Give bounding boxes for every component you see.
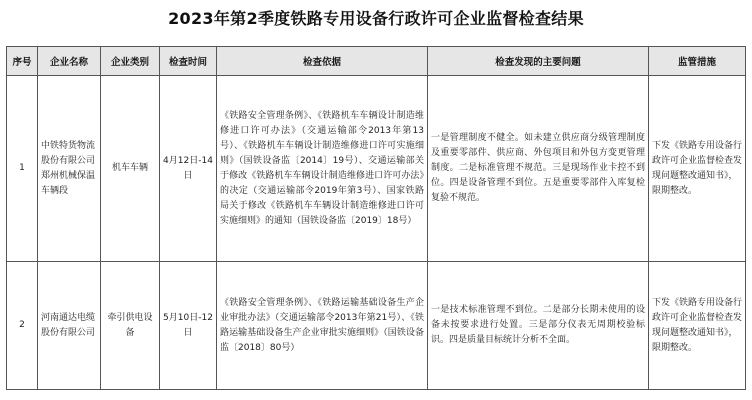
- cell-index: 1: [7, 76, 38, 262]
- header-index: 序号: [7, 47, 38, 76]
- cell-measures: 下发《铁路专用设备行政许可企业监督检查发现问题整改通知书》，限期整改。: [649, 76, 746, 262]
- table-row: [7, 76, 746, 262]
- cell-measures: 下发《铁路专用设备行政许可企业监督检查发现问题整改通知书》，限期整改。: [649, 262, 746, 390]
- cell-company: 中铁特货物流股份有限公司郑州机械保温车辆段: [38, 76, 101, 262]
- results-table: [6, 46, 746, 390]
- header-measures: 监管措施: [649, 47, 746, 76]
- table-row: [7, 262, 746, 390]
- header-category: 企业类别: [101, 47, 160, 76]
- cell-time: 4月12日-14日: [160, 76, 217, 262]
- document-title: 2023年第2季度铁路专用设备行政许可企业监督检查结果: [168, 9, 584, 28]
- cell-basis: 《铁路安全管理条例》、《铁路机车车辆设计制造维修进口许可办法》（交通运输部令2013年第13号）、《铁路机车车辆设计制造维修进口许可实施细则》（国铁设备监〔2014〕19号）、交通运输部关于修改《铁路机车车辆设计制造维修进口许可办法》的决定（交通运输部令2019年第3号）、国家铁路局关于修改《铁路机车车辆设计制造维修进口许可实施细则》的通知（国铁设备监〔2019〕18号）: [217, 76, 428, 262]
- header-issues: 检查发现的主要问题: [428, 47, 649, 76]
- cell-issues: 一是管理制度不健全。如未建立供应商分级管理制度及重要零部件、供应商、外包项目和外包方变更管理制度。二是标准管理不规范。三是现场作业卡控不到位。四是设备管理不到位。五是重要零部件入库复检复验不规范。: [428, 76, 649, 262]
- cell-company: 河南通达电缆股份有限公司: [38, 262, 101, 390]
- cell-basis: 《铁路安全管理条例》、《铁路运输基础设备生产企业审批办法》（交通运输部令2013年第21号）、《铁路运输基础设备生产企业审批实施细则》（国铁设备监〔2018〕80号）: [217, 262, 428, 390]
- cell-category: 机车车辆: [101, 76, 160, 262]
- cell-time: 5月10日-12日: [160, 262, 217, 390]
- cell-index: 2: [7, 262, 38, 390]
- table-header-row: [7, 47, 746, 76]
- header-company: 企业名称: [38, 47, 101, 76]
- cell-issues: 一是技术标准管理不到位。二是部分长期未使用的设备未按要求进行处置。三是部分仪表无周期校验标识。四是质量目标统计分析不全面。: [428, 262, 649, 390]
- cell-category: 牵引供电设备: [101, 262, 160, 390]
- header-time: 检查时间: [160, 47, 217, 76]
- header-basis: 检查依据: [217, 47, 428, 76]
